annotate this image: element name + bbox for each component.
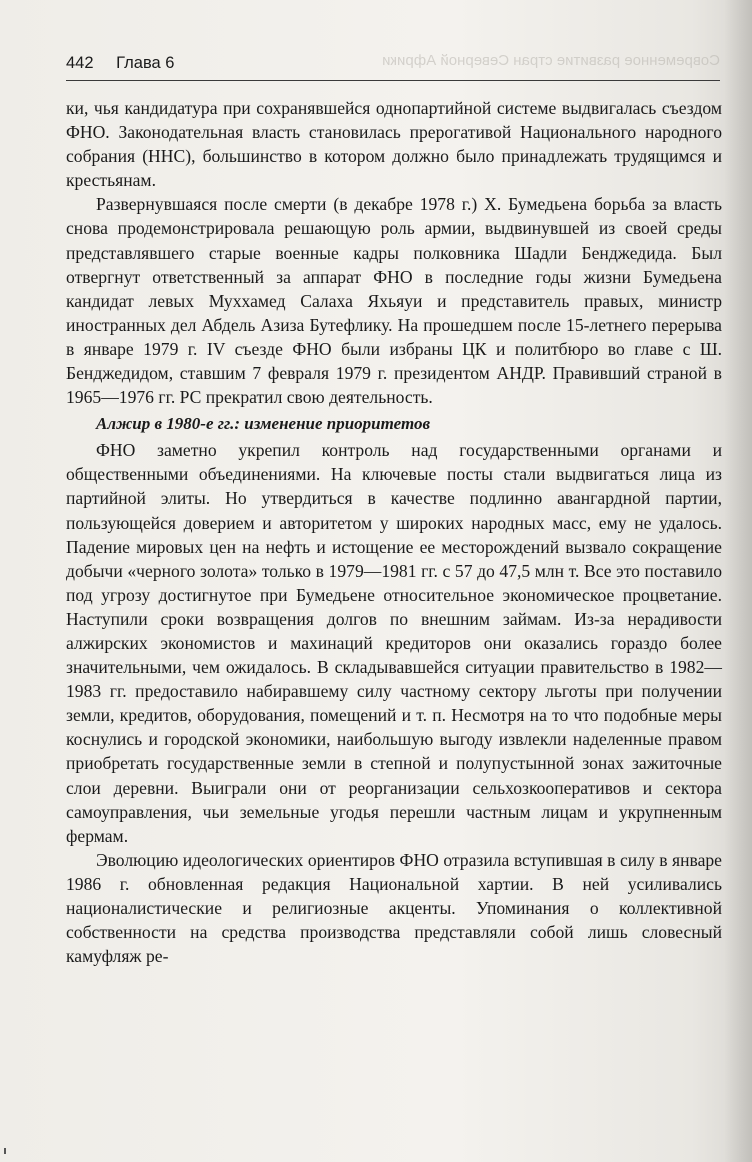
show-through-text: Современное развитие стран Северной Африки: [382, 52, 720, 69]
body-text: [66, 96, 722, 968]
chapter-title: Глава 6: [116, 54, 175, 72]
section-heading: Алжир в 1980-е гг.: изменение приоритетов: [96, 414, 431, 434]
header-divider: [66, 80, 720, 81]
page-edge-mark: [4, 1148, 6, 1154]
running-header: [66, 54, 720, 78]
paragraph: Эволюцию идеологических ориентиров ФНО отразила вступившая в силу в январе 1986 г. обновленная редакция Национальной хартии. В ней усиливались националистические и религиозные акценты. Упоминания о коллективной собственности на средства производства представляли собой лишь словесный камуфляж ре-: [66, 849, 722, 967]
paragraph: Развернувшаяся после смерти (в декабре 1978 г.) Х. Бумедьена борьба за власть снова продемонстрировала решающую роль армии, выдвинувшей из своей среды представлявшего старые военные кадры полковника Шадли Бенджедида. Был отвергнут ответственный за аппарат ФНО в последние годы жизни Бумедьена кандидат левых Муххамед Салаха Яхьяуи и представитель правых, министр иностранных дел Абдель Азиза Бутефлику. На прошедшем после 15-летнего перерыва в январе 1979 г. IV съезде ФНО были избраны ЦК и политбюро во главе с Ш. Бенджедидом, ставшим 7 февраля 1979 г. президентом АНДР. Правивший страной в 1965—1976 гг. РС прекратил свою деятельность.: [66, 194, 722, 408]
page-number: 442: [66, 54, 94, 72]
spine-shadow: [724, 0, 752, 1162]
paragraph-continued: ки, чья кандидатура при сохранявшейся однопартийной системе выдвигалась съездом ФНО. Законодательная власть становилась прерогативой Национального народного собрания (ННС), большинство в котором должно было принадлежать трудящимся и крестьянам.: [66, 98, 722, 191]
paragraph: ФНО заметно укрепил контроль над государственными органами и общественными объединениями. На ключевые посты стали выдвигаться лица из партийной элиты. Но утвердиться в качестве подлинно авангардной партии, пользующейся доверием и авторитетом у широких народных масс, ему не удалось. Падение мировых цен на нефть и истощение ее месторождений вызвало сокращение добычи «черного золота» только в 1979—1981 гг. с 57 до 47,5 млн т. Все это поставило под угрозу достигнутое при Бумедьене относительное экономическое процветание. Наступили сроки возвращения долгов по внешним займам. Из-за нерадивости алжирских экономистов и махинаций кредиторов они оказались гораздо более значительными, чем ожидалось. В складывавшейся ситуации правительство в 1982—1983 гг. предоставило набиравшему силу частному сектору льготы при получении земли, кредитов, оборудования, помещений и т. п. Несмотря на то что подобные меры коснулись и городской экономики, наибольшую выгоду извлекли наделенные правом приобретать государственные земли в степной и полупустынной зонах зажиточные слои деревни. Выиграли они от реорганизации сельхозкооперативов и сектора самоуправления, чьи земельные угодья перешли частным лицам и укрупненным фермам.: [66, 440, 722, 846]
